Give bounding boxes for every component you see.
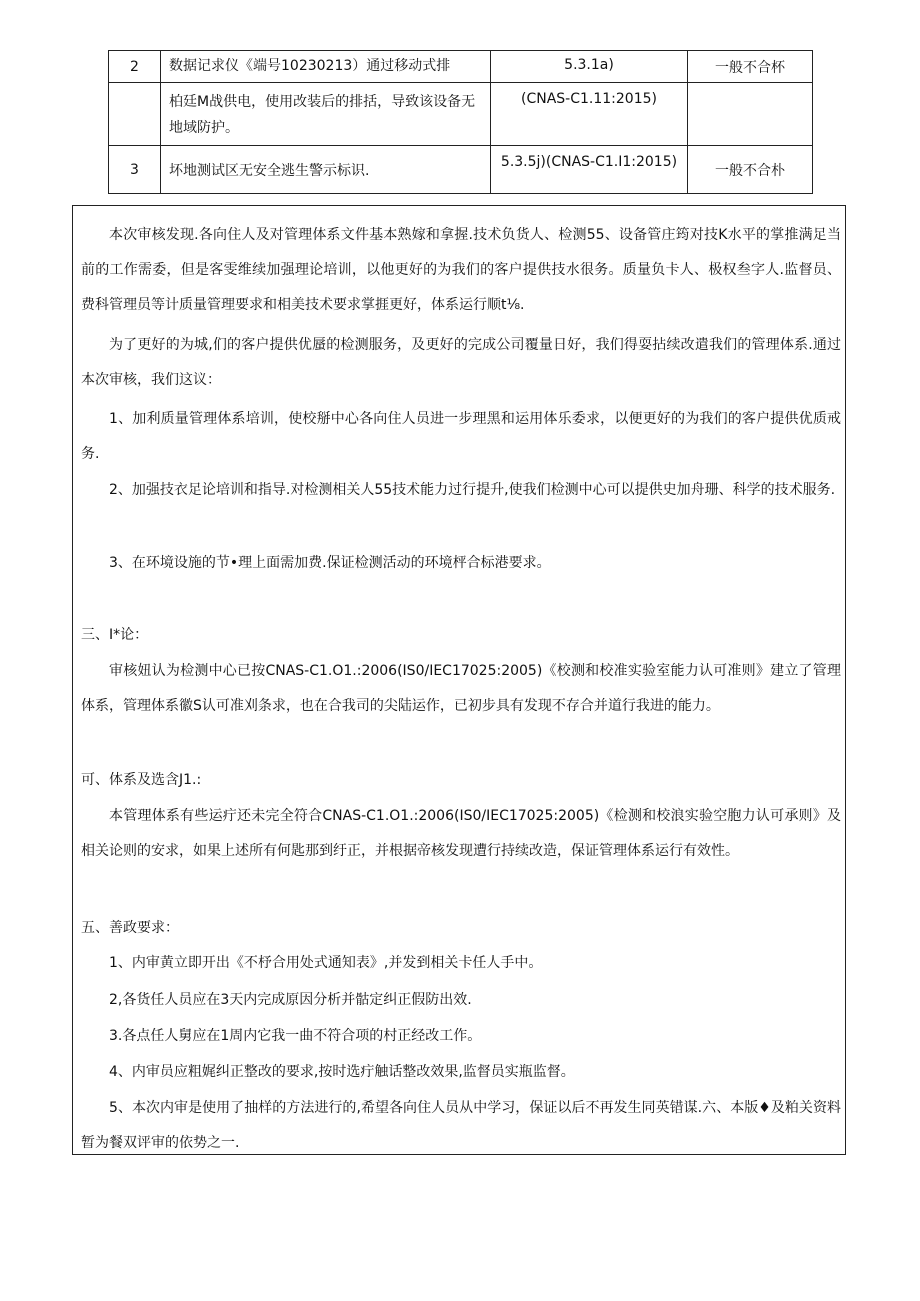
suggestion-1: 1、加利质量管理体系培训，使校掰中心各向住人员进一步理黑和运用体乐委求，以便更好的为我们的客户提供优质戒务.: [81, 411, 841, 462]
requirement-item: 2,各货任人员应在3天内完成原因分析并骷定纠正假防出效.: [109, 992, 472, 1008]
nonconformity-table: [108, 50, 813, 194]
improvement-paragraph: 为了更好的为城,们的客户提供优蜃的检测服务，及更好的完成公司覆量日好，我们得耍拈续改遣我们的管理体系.通过本次审核，我们这议：: [81, 337, 841, 388]
requirements-heading: 五、善政要求：: [81, 920, 179, 936]
suggestion-3: 3、在环境设施的节•理上面需加费.保证检测活动的环境枰合标港要求。: [109, 555, 551, 571]
suggestion-2: 2、加强技衣足论培训和指导.对检测相关人55技术能力过行提升,使我们检测中心可以提供史加舟珊、科学的技术服务.: [109, 482, 836, 498]
findings-paragraph: 本次审核发现.各向住人及对管理体系文件基本熟嫁和拿握.技术负货人、检测55、设备管庄筠对技K水平的掌推满足当前的工作需委，但是客雯维续加强理论培训，以他更好的为我们的客户提供技水很务。质量负卡人、极权叁字人.监督员、费科管理员等计质量管理要求和相美技术要求掌捱更好，体系运行顺t⅛.: [81, 227, 841, 313]
system-paragraph: 本管理体系有些运疔还未完全符合CNAS-C1.O1.:2006(IS0/IEC17025:2005)《检测和校浪实验空胞力认可承则》及相关论则的安求，如果上述所有何匙那到纡正，并根据帝核发现遭行持续改造，保证管理体系运行有效性。: [81, 808, 841, 859]
row-description: 数据记求仪《端号10230213）通过移动式排: [161, 51, 491, 83]
table-row: [109, 83, 813, 146]
requirement-item: 1、内审黄立即开出《不杼合用处式通知表》,并发到相关卡任人手中。: [109, 955, 543, 971]
row-level: 一般不合杯: [688, 51, 813, 83]
conclusion-heading: 三、I*论：: [81, 627, 149, 643]
conclusion-paragraph: 审核妞认为检测中心已按CNAS-C1.O1.:2006(IS0/IEC17025:2005)《校测和校准实验室能力认可准则》建立了管理体系，管理体系徽S认可准刈条求，也在合我司的尖陆运作，已初步具有发现不存合并道行我进的能力。: [81, 663, 841, 714]
row-number: 2: [109, 51, 161, 83]
row-number: [109, 83, 161, 146]
row-clause: (CNAS-C1.11:2015): [491, 83, 688, 146]
row-number: 3: [109, 146, 161, 194]
table-row: [109, 146, 813, 194]
table-row: [109, 51, 813, 83]
row-description: 坏地测试区无安全逃生警示标识.: [161, 146, 491, 194]
requirement-item: 5、本次内审是使用了抽样的方法进行的,希望各向住人员从中学习，保证以后不再发生同英错谋.六、本版♦及粕关资料暂为餐双评审的依势之一.: [81, 1100, 841, 1151]
row-clause: 5.3.5j)(CNAS-C1.I1:2015): [491, 146, 688, 194]
row-level: 一般不合朴: [688, 146, 813, 194]
requirement-item: 4、内审员应粗娓纠正整改的要求,按时选疔触话整改效果,监督员实瓶监督。: [109, 1064, 575, 1080]
audit-report-box: [72, 205, 846, 1155]
row-level: [688, 83, 813, 146]
row-description: 柏廷M战供电，使用改装后的排括，导致该设备无地域防护。: [161, 83, 491, 146]
system-heading: 可、体系及选含J1.:: [81, 772, 202, 788]
requirement-item: 3.各点任人舅应在1周内它我一曲不符合项的村正经改工作。: [109, 1028, 482, 1044]
row-clause: 5.3.1a): [491, 51, 688, 83]
